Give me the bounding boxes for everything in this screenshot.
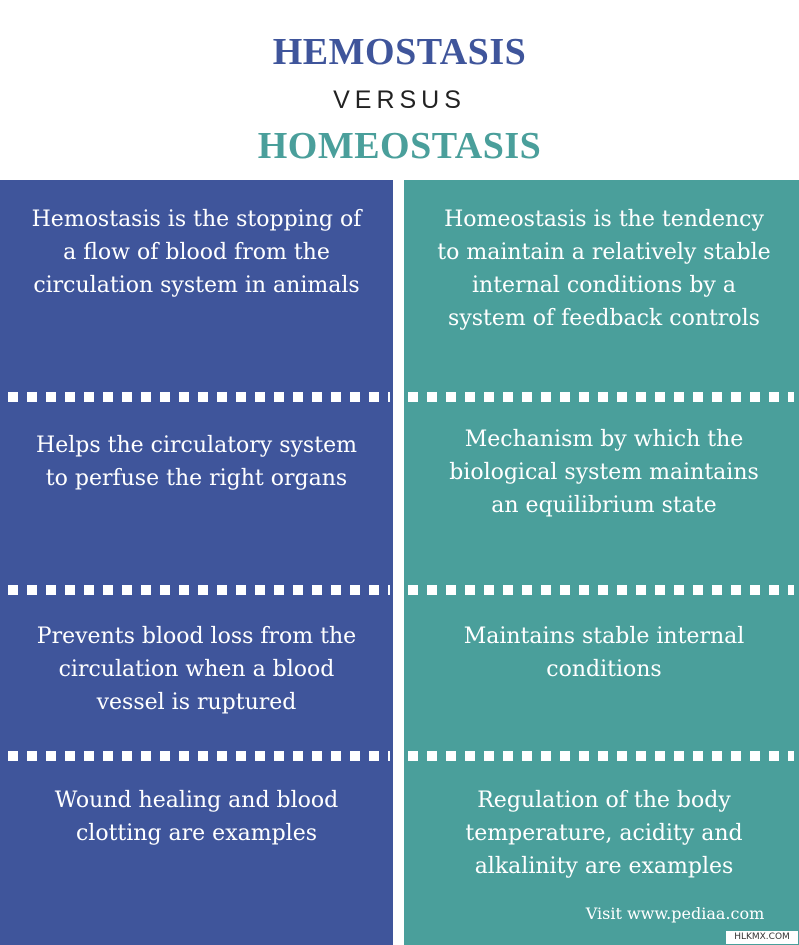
row-1-hemostasis: Hemostasis is the stopping of a flow of blood from the circulation system in animals	[31, 207, 362, 298]
column-gap	[393, 180, 404, 945]
row-1-homeostasis: Homeostasis is the tendency to maintain a relatively stable internal conditions by a system of feedback controls	[437, 207, 771, 331]
row-3-hemostasis: Prevents blood loss from the circulation when a blood vessel is ruptured	[36, 624, 357, 715]
watermark: HLKMX.COM	[726, 931, 798, 944]
source-credit: Visit www.pediaa.com	[585, 904, 765, 923]
row-divider-1-left	[8, 392, 390, 402]
header	[0, 0, 799, 180]
row-divider-1-right	[408, 392, 794, 402]
row-4-homeostasis: Regulation of the body temperature, acidity and alkalinity are examples	[465, 788, 743, 879]
row-4-hemostasis: Wound healing and blood clotting are examples	[54, 788, 339, 846]
row-divider-2-left	[8, 585, 390, 595]
title-hemostasis: HEMOSTASIS	[272, 31, 527, 73]
row-2-hemostasis: Helps the circulatory system to perfuse the right organs	[36, 433, 357, 491]
versus-label: VERSUS	[333, 86, 466, 114]
row-2-homeostasis: Mechanism by which the biological system maintains an equilibrium state	[449, 427, 759, 518]
title-homeostasis: HOMEOSTASIS	[257, 125, 542, 167]
row-divider-2-right	[408, 585, 794, 595]
row-divider-3-right	[408, 751, 794, 761]
row-3-homeostasis: Maintains stable internal conditions	[463, 624, 745, 682]
row-divider-3-left	[8, 751, 390, 761]
